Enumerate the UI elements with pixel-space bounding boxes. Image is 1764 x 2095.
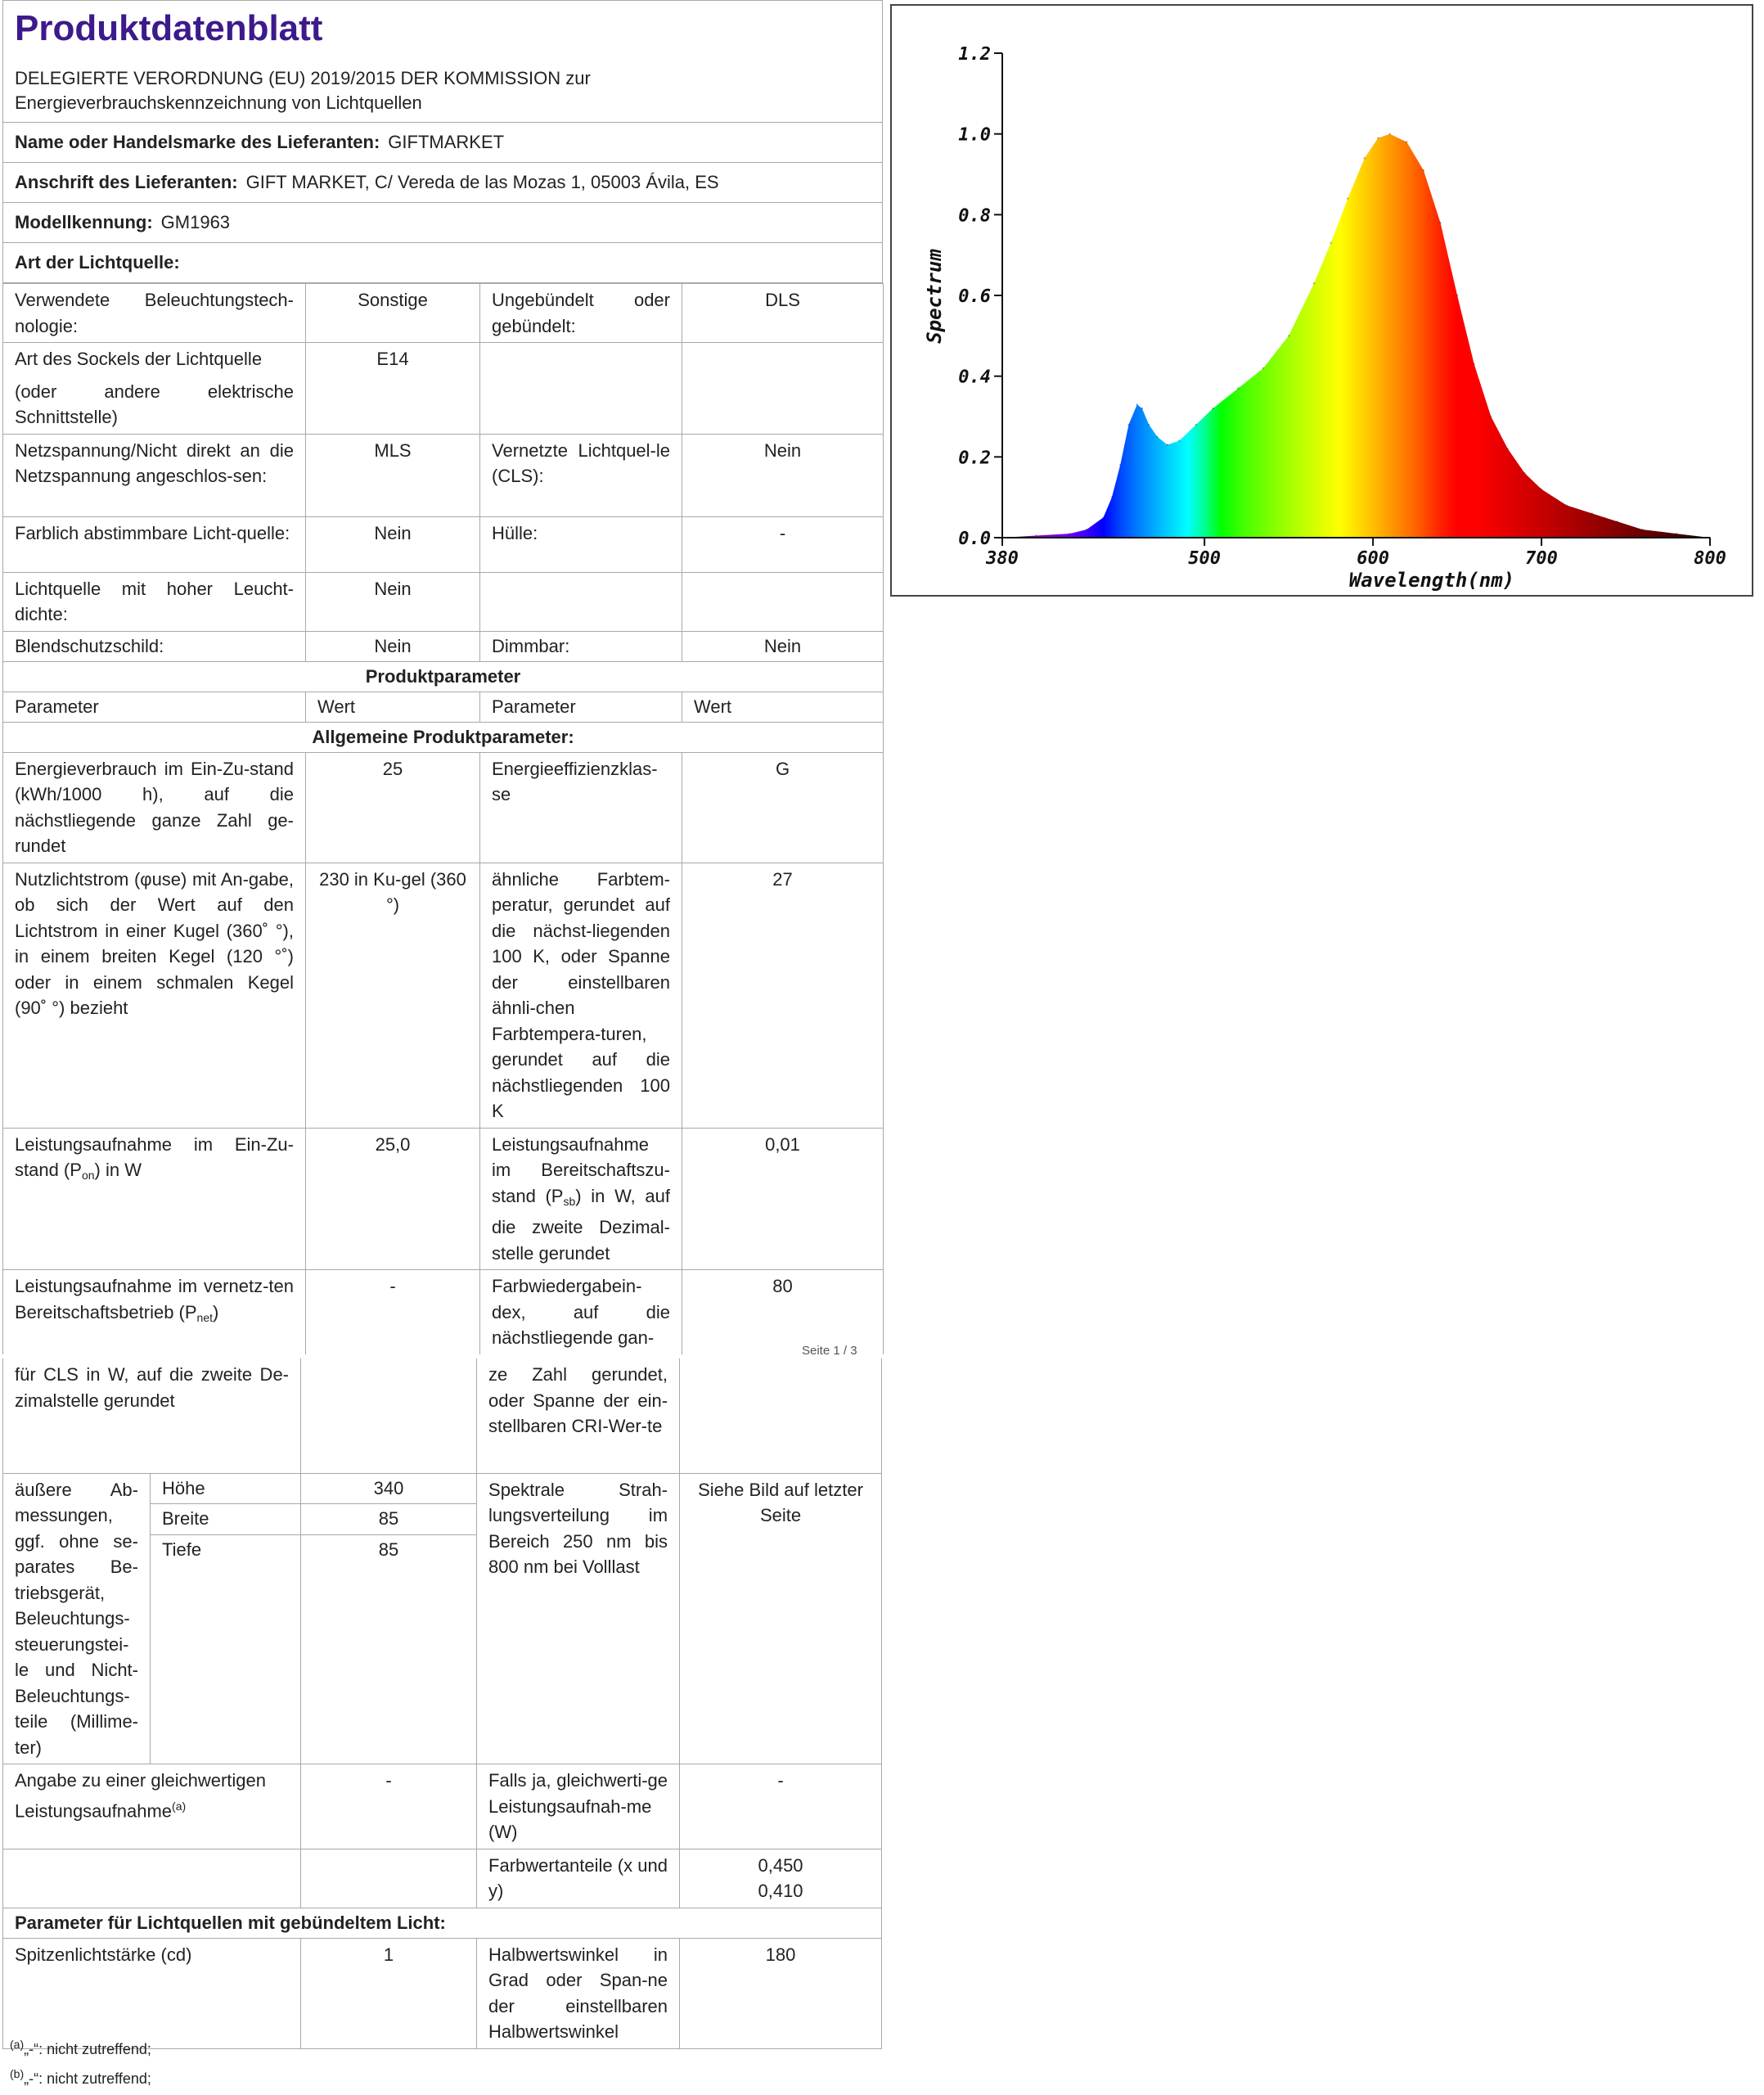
y-tick-label: 0.4 — [958, 367, 991, 388]
equiv-label — [3, 1764, 301, 1849]
pon-label-unit: ) in W — [94, 1160, 142, 1180]
spectrum-point — [1406, 141, 1407, 142]
spectrum-point — [1111, 497, 1113, 498]
pnet-subscript: net — [196, 1310, 214, 1324]
empty-cell — [3, 1849, 301, 1908]
spectrum-point — [1541, 489, 1542, 490]
table-row — [3, 1938, 882, 2048]
spectrum-point — [1262, 367, 1264, 369]
equiv-power-label: Falls ja, gleichwerti-ge Leistungsaufnah-me (W) — [477, 1764, 680, 1849]
model-value: GM1963 — [160, 212, 231, 232]
eff-class-value: G — [682, 752, 884, 863]
supplier-name-label: Name oder Handelsmarke des Lieferanten: — [15, 132, 380, 152]
spectrum-point — [1102, 516, 1104, 518]
table-row — [3, 284, 884, 343]
chroma-value — [680, 1849, 882, 1908]
supplier-address-label: Anschrift des Lieferanten: — [15, 172, 238, 192]
spectrum-point — [1313, 282, 1315, 284]
psb-label-unit: ) in W, auf die zweite Dezimal-stelle gerundet — [492, 1185, 670, 1264]
equiv-footnote-mark: (a) — [172, 1799, 187, 1813]
general-params-title: Allgemeine Produktparameter: — [3, 722, 884, 752]
spectrum-point — [1490, 416, 1492, 417]
supplier-name-value: GIFTMARKET — [388, 132, 505, 152]
spectrum-chart — [890, 4, 1753, 597]
psb-subscript: sb — [563, 1194, 576, 1208]
connected-value: Nein — [682, 434, 884, 516]
psb-label-text: Leistungsaufnahme im Bereitschaftszu-stand (P — [492, 1133, 670, 1206]
footnote-text: „-“: nicht zutreffend; — [24, 2070, 151, 2087]
pon-value: 25,0 — [306, 1128, 480, 1270]
spectrum-point — [1178, 439, 1180, 441]
spectrum-point — [1156, 436, 1158, 438]
table-row — [3, 661, 884, 692]
spectrum-point — [1330, 242, 1331, 244]
empty-cell — [301, 1849, 477, 1908]
table-row — [3, 434, 884, 516]
spectrum-point — [1035, 534, 1037, 536]
directional-params-title: Parameter für Lichtquellen mit gebündeltem Licht: — [3, 1908, 882, 1938]
chroma-label: Farbwertanteile (x und y) — [477, 1849, 680, 1908]
col-header-value: Wert — [306, 692, 480, 722]
spectrum-point — [1377, 137, 1379, 138]
chroma-x: 0,450 — [758, 1854, 803, 1876]
width-value: 85 — [301, 1504, 477, 1535]
x-axis-label: Wavelength(nm) — [1348, 569, 1515, 592]
spectrum-point — [1119, 464, 1121, 466]
eff-class-label: Energieeffizienzklas-se — [480, 752, 682, 863]
mains-label: Netzspannung/Nicht direkt an die Netzspannung angeschlos-sen: — [3, 434, 306, 516]
table-row — [3, 1908, 882, 1938]
connected-label: Vernetzte Lichtquel-le (CLS): — [480, 434, 682, 516]
tech-value: Sonstige — [306, 284, 480, 343]
cap-label-line-1: Art des Sockels der Lichtquelle — [15, 349, 263, 369]
table-row — [3, 343, 884, 435]
table-row — [3, 1128, 884, 1270]
cap-label-line-2: (oder andere elektrische Schnittstelle) — [15, 381, 294, 427]
spectrum-point — [1237, 387, 1239, 389]
datasheet-page-1 — [2, 0, 883, 1354]
cap-value: E14 — [306, 343, 480, 435]
cri-label: Farbwiedergabein-dex, auf die nächstliegende gan- — [480, 1270, 682, 1354]
table-row — [3, 572, 884, 631]
spectrum-point — [1127, 424, 1129, 426]
flux-label: Nutzlichtstrom (φuse) mit An-gabe, ob sich der Wert auf den Lichtstrom in einer Kugel (360˚ °), in einem breiten Kegel (120 °˚) oder in einem schmalen Kegel (90˚ °) bezieht — [3, 863, 306, 1128]
spectrum-area — [1002, 134, 1710, 538]
page-2-table — [2, 1358, 882, 2049]
height-label: Höhe — [151, 1473, 301, 1504]
light-source-table — [2, 283, 884, 1354]
empty-cell — [480, 343, 682, 435]
col-header-value: Wert — [682, 692, 884, 722]
equiv-value: - — [301, 1764, 477, 1849]
spectrum-point — [1212, 408, 1213, 409]
envelope-value: - — [682, 516, 884, 572]
pon-label-text: Leistungsaufnahme im Ein-Zu-stand (P — [15, 1133, 294, 1180]
x-tick-label: 500 — [1188, 548, 1222, 569]
supplier-address-value: GIFT MARKET, C/ Vereda de las Mozas 1, 05003 Ávila, ES — [245, 172, 719, 192]
empty-cell — [480, 572, 682, 631]
table-row — [3, 1764, 882, 1849]
anti-glare-value: Nein — [306, 631, 480, 661]
flux-value: 230 in Ku-gel (360 °) — [306, 863, 480, 1128]
spectrum-point — [1136, 403, 1138, 405]
chroma-y: 0,410 — [758, 1881, 803, 1901]
psb-label — [480, 1128, 682, 1270]
depth-label: Tiefe — [151, 1534, 301, 1764]
supplier-name-row — [3, 123, 882, 163]
depth-value: 85 — [301, 1534, 477, 1764]
pnet-label-continued: für CLS in W, auf die zweite De-zimalstelle gerundet — [3, 1358, 301, 1473]
empty-cell — [301, 1358, 477, 1473]
empty-cell — [680, 1358, 882, 1473]
x-tick-label: 600 — [1357, 548, 1389, 569]
light-source-type-label: Art der Lichtquelle: — [15, 252, 180, 273]
table-row — [3, 752, 884, 863]
cap-label — [3, 343, 306, 435]
footnote-text: „-“: nicht zutreffend; — [24, 2041, 151, 2057]
table-row — [3, 692, 884, 722]
spd-label: Spektrale Strah-lungsverteilung im Bereich 250 nm bis 800 nm bei Volllast — [477, 1473, 680, 1764]
spectrum-point — [1347, 197, 1348, 199]
spectrum-point — [1141, 408, 1143, 409]
table-row — [3, 516, 884, 572]
mains-value: MLS — [306, 434, 480, 516]
spectrum-point — [1456, 295, 1458, 296]
directional-value: DLS — [682, 284, 884, 343]
spectrum-point — [1439, 222, 1441, 223]
pnet-label-text: Leistungsaufnahme im vernetz-ten Bereitschaftsbetrieb (P — [15, 1276, 294, 1322]
spectrum-point — [1288, 335, 1289, 336]
pnet-label — [3, 1270, 306, 1354]
regulation-line-1: DELEGIERTE VERORDNUNG (EU) 2019/2015 DER KOMMISSION zur — [15, 68, 591, 88]
equiv-label-text: Angabe zu einer gleichwertigen Leistungsaufnahme — [15, 1770, 266, 1821]
y-tick-label: 0.2 — [958, 448, 991, 469]
cri-label-continued: ze Zahl gerundet, oder Spanne der ein-stellbaren CRI-Wer-te — [477, 1358, 680, 1473]
colour-tunable-label: Farblich abstimmbare Licht-quelle: — [3, 516, 306, 572]
empty-cell — [682, 343, 884, 435]
light-source-type-row — [3, 243, 882, 283]
dimmable-label: Dimmbar: — [480, 631, 682, 661]
spectrum-point — [1591, 512, 1593, 514]
x-tick-label: 700 — [1525, 548, 1558, 569]
y-tick-label: 1.0 — [958, 124, 991, 146]
anti-glare-label: Blendschutzschild: — [3, 631, 306, 661]
page-title: Produktdatenblatt — [15, 8, 323, 48]
beam-value: 180 — [680, 1938, 882, 2048]
energy-value: 25 — [306, 752, 480, 863]
spectrum-point — [1069, 533, 1070, 534]
footnote-mark: (b) — [10, 2067, 25, 2080]
height-value: 340 — [301, 1473, 477, 1504]
table-row — [3, 631, 884, 661]
col-header-param: Parameter — [480, 692, 682, 722]
table-row — [3, 1358, 882, 1473]
spectrum-point — [1148, 424, 1150, 426]
directional-label: Ungebündelt oder gebündelt: — [480, 284, 682, 343]
supplier-address-row — [3, 163, 882, 203]
spectrum-point — [1423, 169, 1424, 171]
spectrum-chart-svg — [892, 6, 1752, 595]
col-header-param: Parameter — [3, 692, 306, 722]
header-block — [2, 0, 883, 283]
tech-label: Verwendete Beleuchtungstech-nologie: — [3, 284, 306, 343]
equiv-power-value: - — [680, 1764, 882, 1849]
high-luminance-label: Lichtquelle mit hoher Leucht-dichte: — [3, 572, 306, 631]
pon-subscript: on — [81, 1169, 95, 1182]
high-luminance-value: Nein — [306, 572, 480, 631]
spectrum-point — [1086, 529, 1087, 530]
footnote-mark: (a) — [10, 2038, 25, 2051]
empty-cell — [682, 572, 884, 631]
spectrum-point — [1364, 157, 1366, 159]
x-tick-label: 380 — [986, 548, 1019, 569]
model-row — [3, 203, 882, 243]
model-label: Modellkennung: — [15, 212, 153, 232]
dimmable-value: Nein — [682, 631, 884, 661]
cct-label: ähnliche Farbtem-peratur, gerundet auf die nächst-liegenden 100 K, oder Spanne der einstellbaren ähnli-chen Farbtempera-turen, gerundet auf die nächstliegenden 100 K — [480, 863, 682, 1128]
width-label: Breite — [151, 1504, 301, 1535]
pon-label — [3, 1128, 306, 1270]
spectrum-point — [1566, 504, 1568, 506]
table-row — [3, 1849, 882, 1908]
y-tick-label: 0.6 — [958, 286, 991, 307]
footnote-a — [10, 2038, 151, 2058]
x-tick-label: 800 — [1694, 548, 1726, 569]
y-tick-label: 0.8 — [958, 205, 991, 227]
beam-label: Halbwertswinkel in Grad oder Span-ne der einstellbaren Halbwertswinkel — [477, 1938, 680, 2048]
cct-value: 27 — [682, 863, 884, 1128]
table-row — [3, 1270, 884, 1354]
y-tick-label: 1.2 — [958, 44, 991, 65]
peak-label: Spitzenlichtstärke (cd) — [3, 1938, 301, 2048]
table-row — [3, 722, 884, 752]
y-tick-label: 0.0 — [958, 529, 991, 549]
spectrum-point — [1617, 520, 1618, 522]
datasheet-page-2 — [2, 1358, 881, 2049]
spectrum-point — [1474, 363, 1475, 365]
regulation-line-2: Energieverbrauchskennzeichnung von Lichtquellen — [15, 92, 422, 113]
spectrum-point — [1641, 529, 1643, 530]
spectrum-point — [1523, 472, 1525, 474]
page-number: Seite 1 / 3 — [802, 1344, 857, 1358]
table-row — [3, 863, 884, 1128]
y-axis-label: Spectrum — [923, 249, 946, 344]
peak-value: 1 — [301, 1938, 477, 2048]
envelope-label: Hülle: — [480, 516, 682, 572]
dimensions-label: äußere Ab-messungen, ggf. ohne se-parates Be-triebsgerät, Beleuchtungs-steuerungstei-le und Nicht-Beleuchtungs-teile (Millime-ter) — [3, 1473, 151, 1764]
spectrum-point — [1389, 133, 1391, 135]
spectrum-point — [1676, 533, 1677, 534]
pnet-value: - — [306, 1270, 480, 1354]
spectrum-point — [1167, 444, 1168, 445]
spectrum-point — [1507, 448, 1509, 449]
product-params-title: Produktparameter — [3, 661, 884, 692]
colour-tunable-value: Nein — [306, 516, 480, 572]
spd-value: Siehe Bild auf letzter Seite — [680, 1473, 882, 1764]
spectrum-point — [1195, 424, 1197, 426]
table-row — [3, 1473, 882, 1504]
energy-label: Energieverbrauch im Ein-Zu-stand (kWh/1000 h), auf die nächstliegende ganze Zahl ge-rundet — [3, 752, 306, 863]
psb-value: 0,01 — [682, 1128, 884, 1270]
regulation-text — [3, 53, 882, 123]
footnote-b — [10, 2067, 151, 2088]
cri-value: 80 — [682, 1270, 884, 1354]
pnet-label-unit: ) — [213, 1301, 219, 1322]
